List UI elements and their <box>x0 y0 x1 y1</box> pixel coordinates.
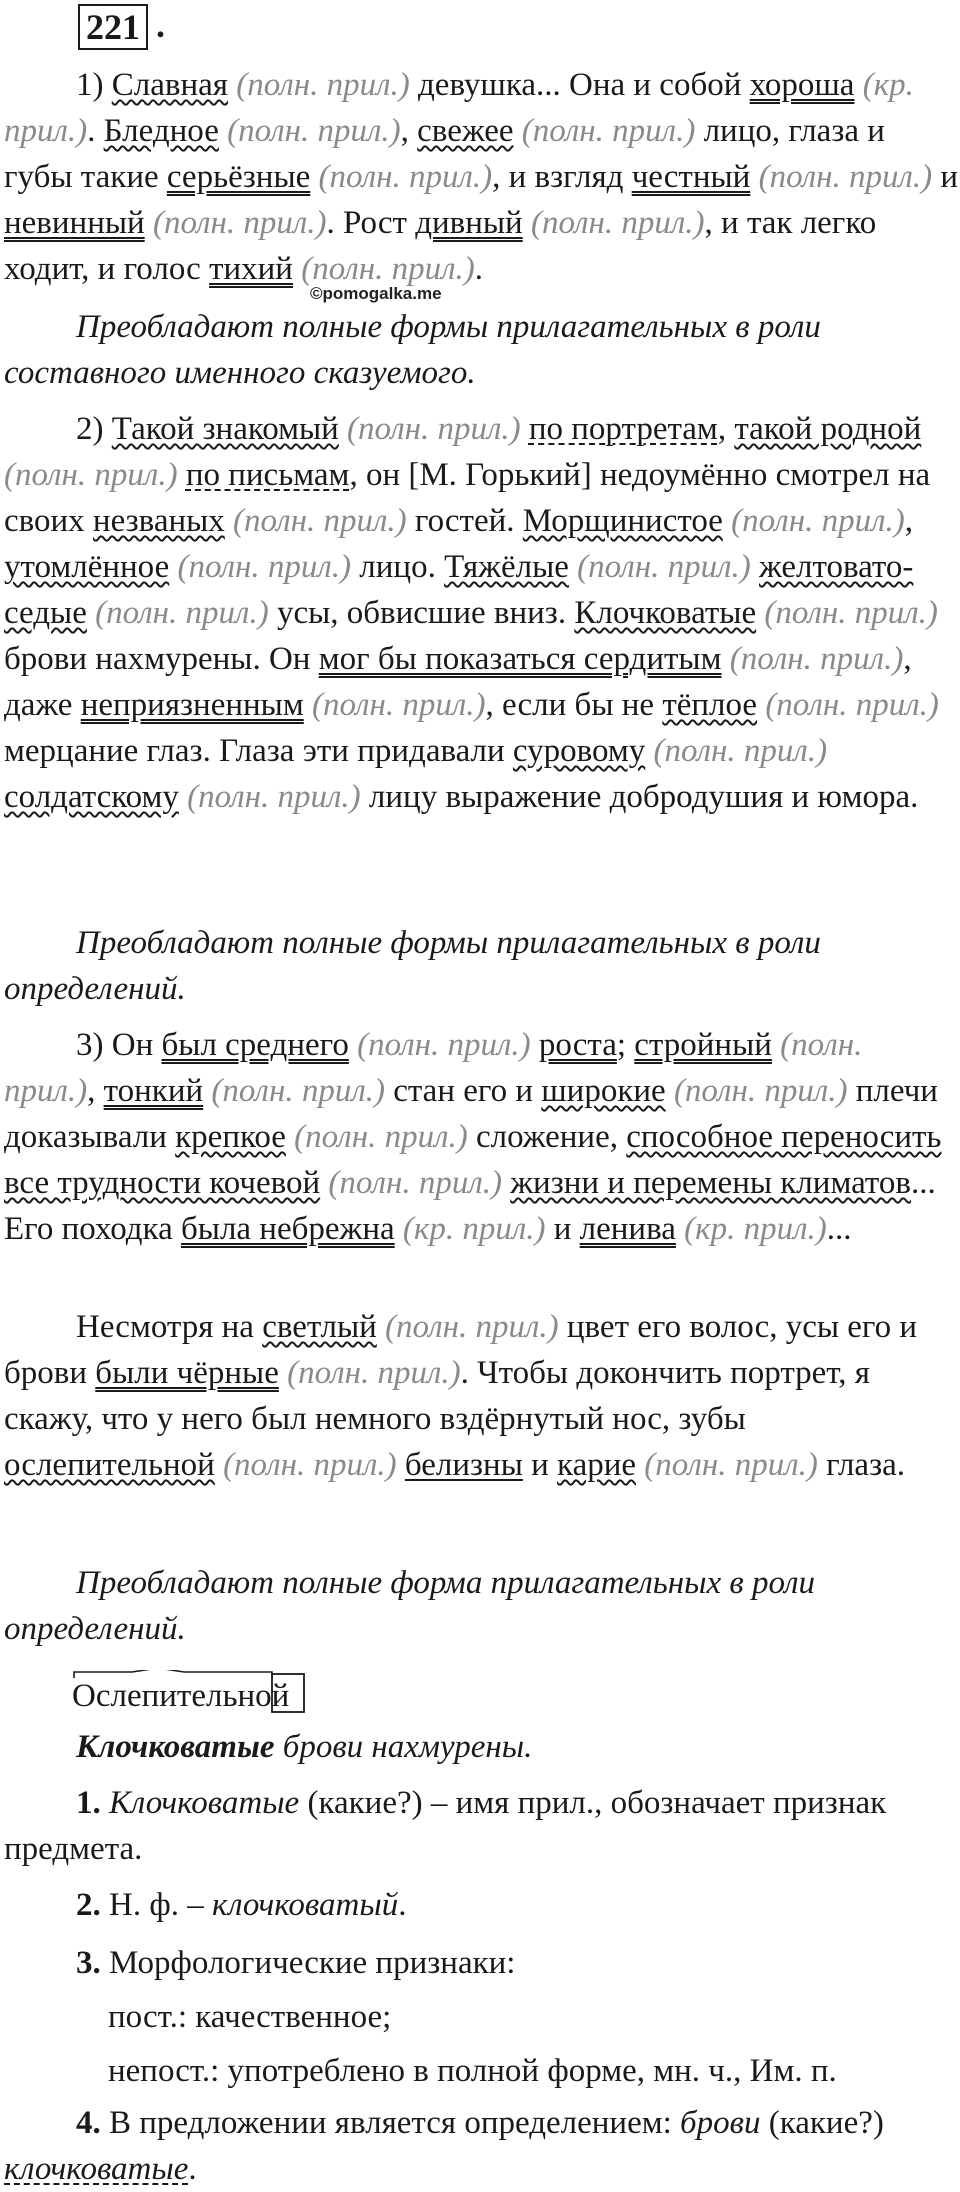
note-full: (полн. прил.) <box>764 595 938 631</box>
text: . <box>398 1887 407 1923</box>
note-short: (кр. прил.) <box>684 1211 827 1247</box>
text: ... Его походка <box>4 1165 936 1247</box>
adj-word: суровому <box>512 733 646 769</box>
adj-word: ленива <box>579 1211 676 1247</box>
step-number: 1. <box>76 1785 101 1821</box>
note-full: (полн. прил.) <box>311 687 486 723</box>
adj-word: роста <box>538 1027 617 1063</box>
adj-word: Морщинистое <box>522 503 723 539</box>
analysis-step-4 <box>4 2100 960 2192</box>
analysis-step-3b: непост.: употреблено в полной форме, мн. ч., Им. п. <box>108 2053 837 2089</box>
text: глаза. <box>817 1447 906 1483</box>
adj-word: Бледное <box>103 113 219 149</box>
analysis-word: Клочковатые <box>76 1729 275 1765</box>
adj-word: такой родной <box>734 411 922 447</box>
text: , и взгляд <box>492 159 632 195</box>
item-number: 3) Он <box>76 1027 162 1063</box>
analysis-step-3 <box>4 1940 960 1986</box>
task-number: 221 <box>78 4 148 50</box>
adj-word: невинный <box>4 205 145 241</box>
text: гостей. <box>406 503 523 539</box>
note-full: (полн. прил.) <box>577 549 751 585</box>
text: . <box>87 113 104 149</box>
text: ... <box>826 1211 852 1247</box>
adj-word: были чёрные <box>95 1355 279 1391</box>
adj-word: жизни и перемены климатов <box>510 1165 911 1201</box>
note-full: (полн. прил.) <box>673 1073 848 1109</box>
note-full: (полн. прил.) <box>227 113 401 149</box>
text: , <box>904 503 913 539</box>
adj-word: Клочковатые <box>574 595 757 631</box>
adj-word: был среднего <box>161 1027 349 1063</box>
note-full: (полн. прил.) <box>731 503 905 539</box>
task-number-dot: . <box>156 5 165 45</box>
note-short: (кр. прил.) <box>402 1211 546 1247</box>
note-full: (полн. прил.) <box>347 411 521 447</box>
adj-word: желтовато-седые <box>4 549 914 631</box>
adj-word: незваных <box>92 503 225 539</box>
text: , даже <box>4 641 912 723</box>
text: и <box>932 159 959 195</box>
note-full: (полн. прил.) <box>301 251 475 287</box>
step-number: 2. <box>76 1887 101 1923</box>
adj-word: хороша <box>749 67 855 103</box>
text: сложение, <box>467 1119 627 1155</box>
note-full: (полн. прил.) <box>223 1447 397 1483</box>
analysis-step-1 <box>4 1780 960 1872</box>
text <box>521 411 529 447</box>
conclusion-1: Преобладают полные формы прилагательных в роли составного именного сказуемого. <box>4 309 821 391</box>
adj-word: по письмам <box>185 457 350 493</box>
text: Н. ф. – <box>100 1887 212 1923</box>
adj-word: Тяжёлые <box>444 549 569 585</box>
text <box>751 549 759 585</box>
note-full: (полн. прил.) <box>95 595 269 631</box>
text <box>397 1447 405 1483</box>
text: . <box>474 251 484 287</box>
note-full: (полн. прил.) <box>211 1073 385 1109</box>
adj-word: честный <box>631 159 751 195</box>
note-full: (полн. прил.) <box>521 113 696 149</box>
note-full: (полн. прил.) <box>4 1027 863 1109</box>
note-full: (полн. прил.) <box>318 159 493 195</box>
paragraph-2 <box>4 406 960 820</box>
paragraph-3 <box>4 1022 960 1252</box>
morph-word: Ослепительной <box>72 1678 290 1714</box>
adj-word: светлый <box>262 1309 377 1345</box>
note-full: (полн. прил.) <box>187 779 361 815</box>
adj-word: стройный <box>634 1027 772 1063</box>
note-full: (полн. прил.) <box>236 67 410 103</box>
adj-word: дивный <box>415 205 523 241</box>
note-full: (полн. прил.) <box>287 1355 461 1391</box>
adj-word: способное переносить все трудности кочевой <box>4 1119 942 1201</box>
adj-word: клочковатые <box>4 2151 189 2187</box>
text: клочковатый <box>211 1887 399 1923</box>
adj-word: тонкий <box>103 1073 204 1109</box>
text: и <box>545 1211 580 1247</box>
text: Морфологические признаки: <box>100 1945 516 1981</box>
text <box>531 1027 539 1063</box>
text: , если бы не <box>485 687 663 723</box>
text: брови <box>680 2105 761 2141</box>
text: девушка... Она и собой <box>409 67 750 103</box>
text: (какие?) – имя прил., обозначает признак предмета. <box>4 1785 887 1867</box>
analysis-step-3a: пост.: качественное; <box>108 1999 392 2035</box>
note-full: (полн. прил.) <box>765 687 939 723</box>
adj-word: неприязненным <box>80 687 304 723</box>
text: плечи доказывали <box>4 1073 938 1155</box>
text: усы, обвисшие вниз. <box>268 595 575 631</box>
watermark: ©pomogalka.me <box>310 284 442 303</box>
analysis-head <box>4 1724 960 1770</box>
adj-word: карие <box>557 1447 637 1483</box>
adj-word: серьёзные <box>166 159 311 195</box>
morpheme-marks <box>72 1670 332 1718</box>
text: цвет его волос, усы его и брови <box>4 1309 918 1391</box>
adj-word: тёплое <box>662 687 758 723</box>
adj-word: была небрежна <box>180 1211 395 1247</box>
text: мерцание глаз. Глаза эти придавали <box>4 733 513 769</box>
text: . <box>188 2151 197 2187</box>
text <box>178 457 186 493</box>
text: , <box>87 1073 104 1109</box>
root-arc <box>74 1670 272 1678</box>
adj-word: Славная <box>111 67 228 103</box>
adj-word: мог бы показаться сердитым <box>318 641 722 677</box>
note-full: (полн. прил.) <box>530 205 705 241</box>
note-full: (полн. прил.) <box>177 549 352 585</box>
note-full: (полн. прил.) <box>152 205 327 241</box>
note-short: (кр. прил.) <box>4 67 914 149</box>
text: В предложении является определением: <box>100 2105 681 2141</box>
note-full: (полн. прил.) <box>233 503 407 539</box>
item-number: 2) <box>76 411 112 447</box>
note-full: (полн. прил.) <box>357 1027 531 1063</box>
conclusion-3: Преобладают полные форма прилагательных в роли определений. <box>4 1565 816 1647</box>
text: . Рост <box>326 205 416 241</box>
note-full: (полн. прил.) <box>644 1447 818 1483</box>
adj-word: тихий <box>209 251 293 287</box>
text: брови нахмурены. Он <box>4 641 319 677</box>
step-number: 3. <box>76 1945 101 1981</box>
text: лицо, глаза и губы такие <box>4 113 885 195</box>
adj-word: солдатскому <box>4 779 179 815</box>
ending-box <box>272 1674 304 1712</box>
item-number: 1) <box>76 67 112 103</box>
analysis-step-2 <box>4 1882 960 1928</box>
adj-word: белизны <box>404 1447 523 1483</box>
adj-word: широкие <box>541 1073 666 1109</box>
text: Клочковатые <box>109 1785 300 1821</box>
paragraph-4 <box>4 1304 960 1488</box>
adj-word: ослепительной <box>4 1447 215 1483</box>
text: . Чтобы докончить портрет, я скажу, что у него был немного вздёрнутый нос, зубы <box>4 1355 870 1437</box>
text: лицо. <box>351 549 445 585</box>
adj-word: крепкое <box>175 1119 286 1155</box>
adj-word: утомлённое <box>4 549 170 585</box>
text: лицу выражение добродушия и юмора. <box>360 779 919 815</box>
text: , <box>717 411 735 447</box>
text: Несмотря на <box>76 1309 263 1345</box>
text: (какие?) <box>768 2105 884 2141</box>
note-full: (полн. прил.) <box>758 159 933 195</box>
adj-word: Такой знакомый <box>111 411 339 447</box>
note-full: (полн. прил.) <box>653 733 828 769</box>
adj-word: свежее <box>417 113 514 149</box>
text: ; <box>616 1027 635 1063</box>
text: брови нахмурены. <box>274 1729 533 1765</box>
text: стан его и <box>384 1073 542 1109</box>
note-full: (полн. прил.) <box>385 1309 559 1345</box>
morpheme-parse <box>72 1670 332 1718</box>
conclusion-2: Преобладают полные формы прилагательных в роли определений. <box>4 925 821 1007</box>
text: , и так легко ходит, и голос <box>4 205 877 287</box>
text <box>502 1165 510 1201</box>
adj-word: по портретам <box>528 411 718 447</box>
note-full: (полн. прил.) <box>328 1165 502 1201</box>
note-full: (полн. прил.) <box>4 457 178 493</box>
text: и <box>522 1447 558 1483</box>
paragraph-1 <box>4 62 960 292</box>
text: , он [М. Горький] недоумённо смотрел на своих <box>4 457 931 539</box>
step-number: 4. <box>76 2105 101 2141</box>
note-full: (полн. прил.) <box>729 641 904 677</box>
text: , <box>400 113 418 149</box>
note-full: (полн. прил.) <box>294 1119 468 1155</box>
